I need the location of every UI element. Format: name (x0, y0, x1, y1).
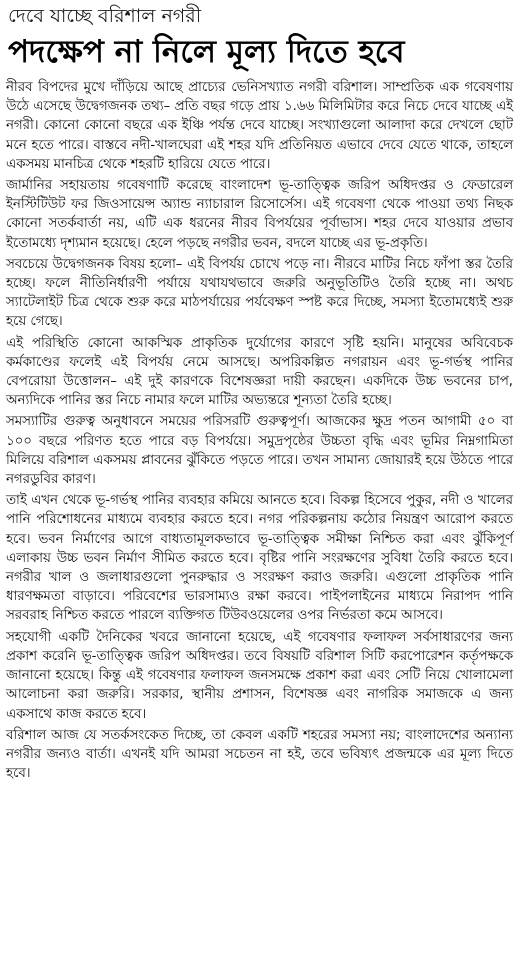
paragraph-4: এই পরিস্থিতি কোনো আকস্মিক প্রাকৃতিক দুর্যোগের কারণে সৃষ্টি হয়নি। মানুষের অবিবেচক কর্মকাণ্ডের ফলেই এই বিপর্যয় নেমে আসছে। অপরিকল্পিত নগরায়ন এবং ভূ-গর্ভস্থ পানির বেপরোয়া উত্তোলন– এই দুই কারণকে বিশেষজ্ঞরা দায়ী করছেন। একদিকে উচ্চ ভবনের চাপ, অন্যদিকে পানির স্তর নিচে নামার ফলে মাটির অভ্যন্তরে শূন্যতা তৈরি হচ্ছে। (6, 335, 513, 409)
paragraph-8: বরিশাল আজ যে সতর্কসংকেত দিচ্ছে, তা কেবল একটি শহরের সমস্যা নয়; বাংলাদেশের অন্যান্য নগরীর জন্যও বার্তা। এখনই যদি আমরা সচেতন না হই, তবে ভবিষ্যৎ প্রজন্মকে এর মূল্য দিতে হবে। (6, 727, 513, 782)
article-kicker: দেবে যাচ্ছে বরিশাল নগরী (8, 5, 202, 27)
paragraph-3: সবচেয়ে উদ্বেগজনক বিষয় হলো– এই বিপর্যয় চোখে পড়ে না। নীরবে মাটির নিচে ফাঁপা স্তর তৈরি হচ্ছে। ফলে নীতিনির্ধারণী পর্যায়ে যথাযথভাবে জরুরি অনুভূতিটিও তৈরি হচ্ছে না। অথচ স্যাটেলাইট চিত্র থেকে শুরু করে মাঠপর্যায়ের পর্যবেক্ষণ স্পষ্ট করে দিচ্ছে, সমস্যা ইতোমধ্যেই শুরু হয়ে গেছে। (6, 256, 513, 330)
paragraph-6: তাই এখন থেকে ভূ-গর্ভস্থ পানির ব্যবহার কমিয়ে আনতে হবে। বিকল্প হিসেবে পুকুর, নদী ও খালের পানি পরিশোধনের মাধ্যমে ব্যবহার করতে হবে। নগর পরিকল্পনায় কঠোর নিয়ন্ত্রণ আরোপ করতে হবে। ভবন নির্মাণের আগে বাধ্যতামূলকভাবে ভূ-তাত্ত্বিক সমীক্ষা নিশ্চিত করা এবং ঝুঁকিপূর্ণ এলাকায় উচ্চ ভবন নির্মাণ সীমিত করতে হবে। বৃষ্টির পানি সংরক্ষণের সুবিধা তৈরি করতে হবে। নগরীর খাল ও জলাধারগুলো পুনরুদ্ধার ও সংরক্ষণ করাও জরুরি। এগুলো প্রাকৃতিক পানি ধারণক্ষমতা বাড়াবে। পরিবেশের ভারসাম্যও রক্ষা করবে। পাইপলাইনের মাধ্যমে নিরাপদ পানি সরবরাহ নিশ্চিত করতে পারলে ব্যক্তিগত টিউবওয়েলের ওপর নির্ভরতা কমে আসবে। (6, 493, 513, 624)
paragraph-2: জার্মানির সহায়তায় গবেষণাটি করেছে বাংলাদেশ ভূ-তাত্ত্বিক জরিপ অধিদপ্তর ও ফেডারেল ইনস্টিটিউট ফর জিওসায়েন্স অ্যান্ড ন্যাচারাল রিসোর্সেস। এই গবেষণা থেকে পাওয়া তথ্য নিছক কোনো সতর্কবার্তা নয়, এটি এক ধরনের নীরব বিপর্যয়ের পূর্বাভাস। শহর দেবে যাওয়ার প্রভাব ইতোমধ্যে দৃশ্যমান হয়েছে। হেলে পড়ছে নগরীর ভবন, বদলে যাচ্ছে এর ভূ-প্রকৃতি। (6, 178, 513, 251)
paragraph-1: নীরব বিপদের মুখে দাঁড়িয়ে আছে প্রাচ্যের ভেনিসখ্যাত নগরী বরিশাল। সাম্প্রতিক এক গবেষণায় উঠে এসেছে উদ্বেগজনক তথ্য– প্রতি বছর গড়ে প্রায় ১.৬৬ মিলিমিটার করে নিচে দেবে যাচ্ছে এই নগরী। কোনো কোনো বছরে এক ইঞ্চি পর্যন্ত দেবে যাচ্ছে। সংখ্যাগুলো আলাদা করে দেখলে ছোট মনে হতে পারে। বাস্তবে নদী-খালঘেরা এই শহর যদি প্রতিনিয়ত এভাবে দেবে যেতে থাকে, তাহলে একসময় মানচিত্র থেকে শহরটি হারিয়ে যেতে পারে। (6, 80, 513, 172)
paragraph-7: সহযোগী একটি দৈনিকের খবরে জানানো হয়েছে, এই গবেষণার ফলাফল সর্বসাধারণের জন্য প্রকাশ করেনি ভূ-তাত্ত্বিক জরিপ অধিদপ্তর। তবে বিষয়টি বরিশাল সিটি করপোরেশন কর্তৃপক্ষকে জানানো হয়েছে। কিন্তু এই গবেষণার ফলাফল জনসমক্ষে প্রকাশ করা এবং সেটি নিয়ে খোলামেলা আলোচনা করা জরুরি। সরকার, স্থানীয় প্রশাসন, বিশেষজ্ঞ এবং নাগরিক সমাজকে এ জন্য একসাথে কাজ করতে হবে। (6, 629, 513, 722)
paragraph-5: সমস্যাটির গুরুত্ব অনুধাবনে সময়ের পরিসরটি গুরুত্বপূর্ণ। আজকের ক্ষুদ্র পতন আগামী ৫০ বা ১০০ বছরে পরিণত হতে পারে বড় বিপর্যয়ে। সমুদ্রপৃষ্ঠের উচ্চতা বৃদ্ধি এবং ভূমির নিম্নগামিতা মিলিয়ে বরিশাল একসময় প্লাবনের ঝুঁকিতে পড়তে পারে। তখন সামান্য জোয়ারই হয়ে উঠতে পারে নগরডুবির কারণ। (6, 414, 513, 488)
article-body (6, 78, 513, 783)
article-headline: পদক্ষেপ না নিলে মূল্য দিতে হবে (8, 34, 405, 70)
